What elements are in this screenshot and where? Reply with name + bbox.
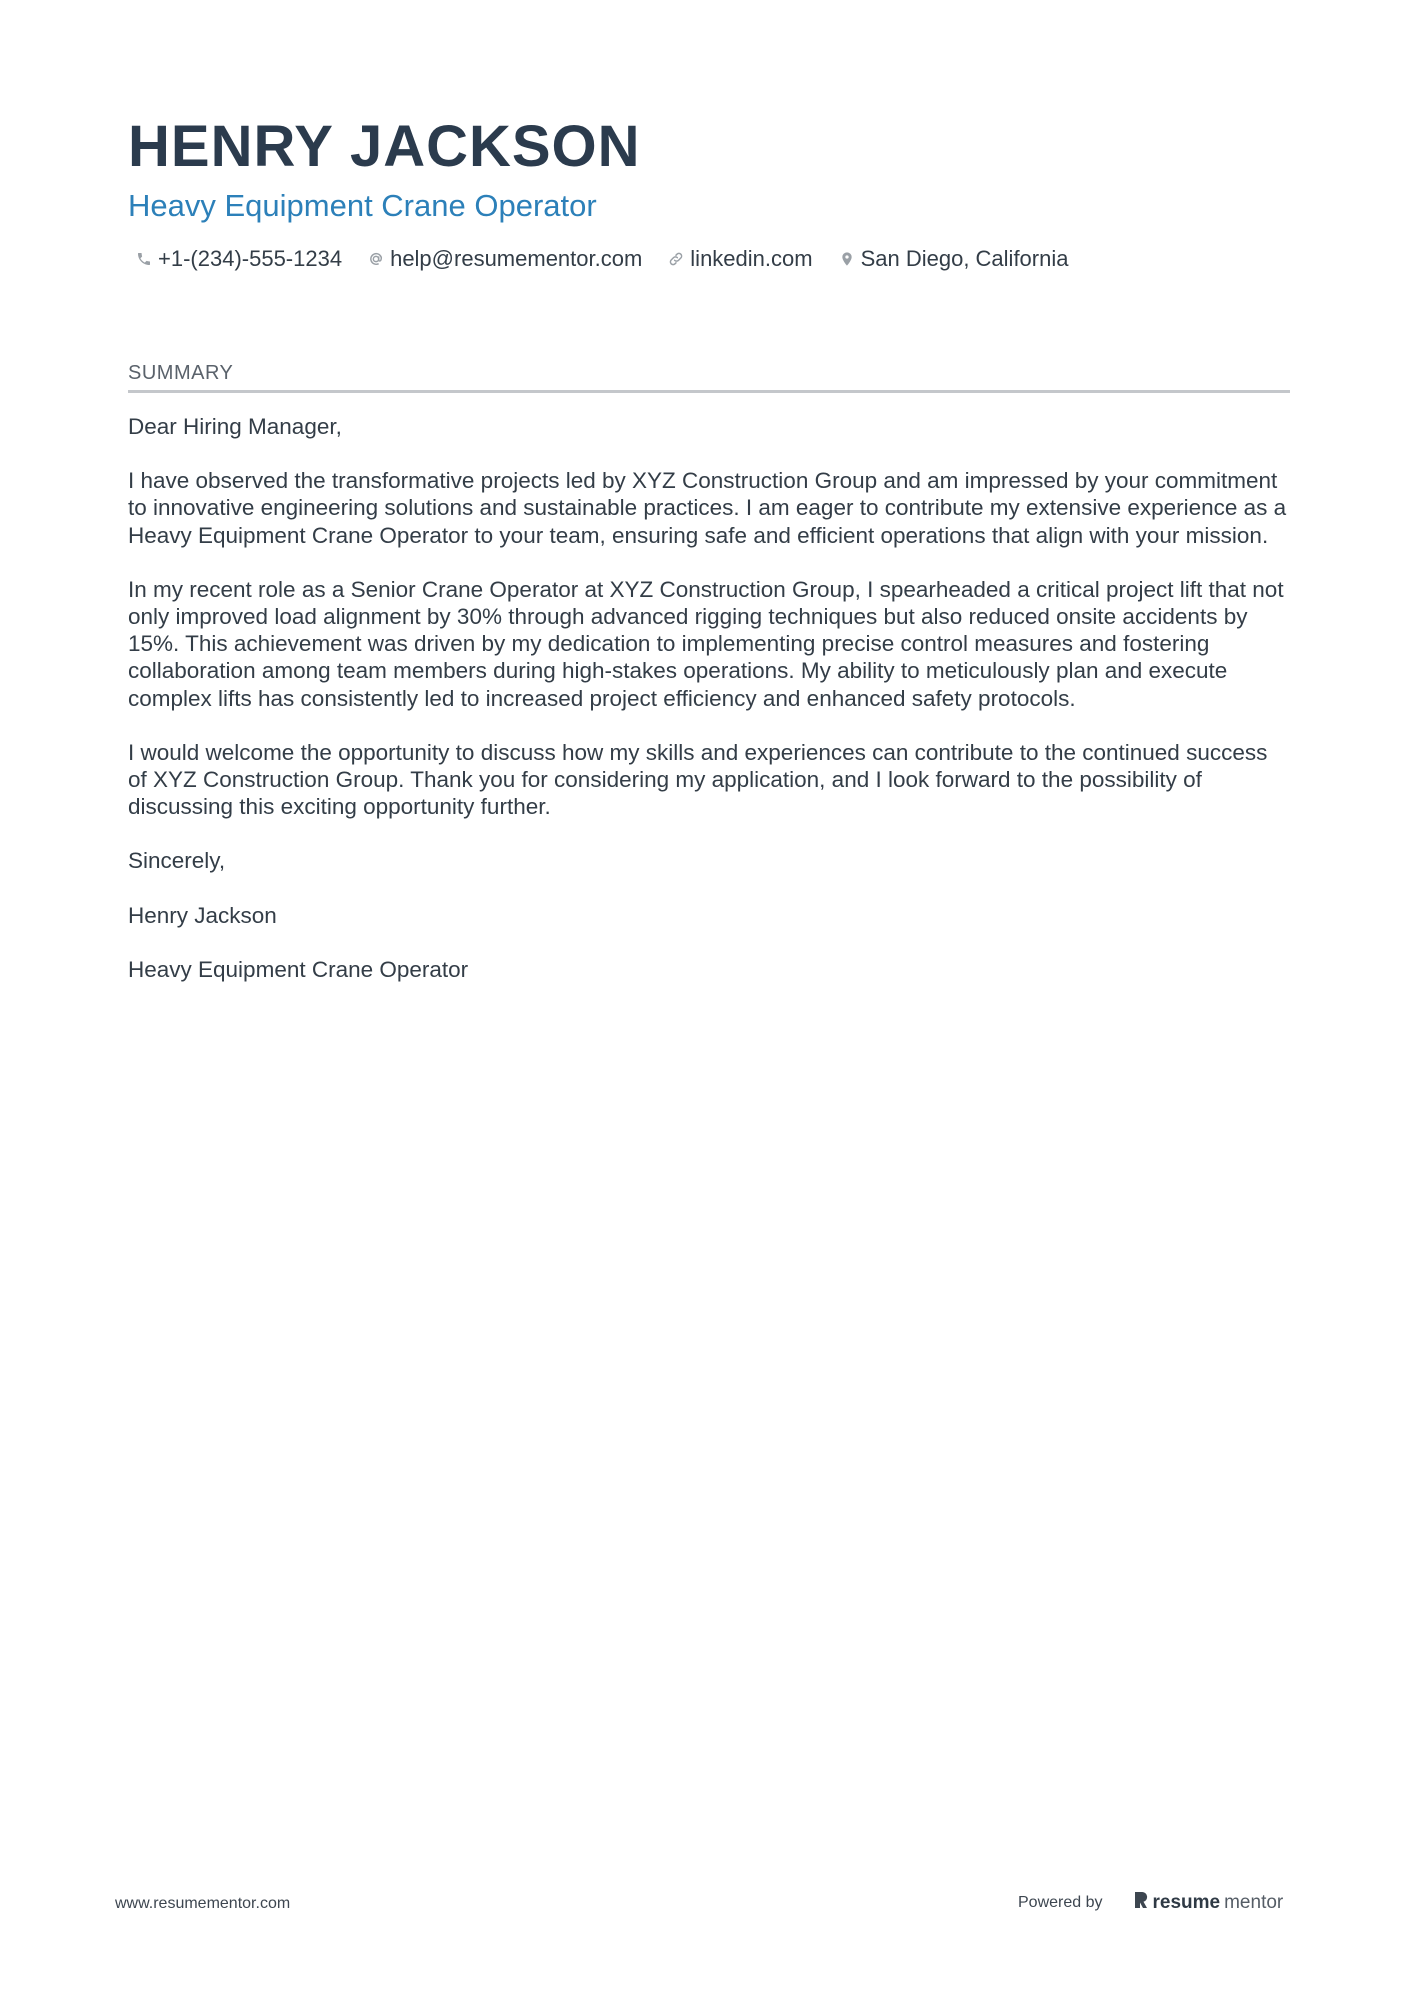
letter-closing: Sincerely, [128, 848, 226, 874]
phone-icon [136, 251, 152, 267]
brand-logo[interactable] [1133, 1890, 1284, 1916]
email-text: help@resumementor.com [390, 246, 643, 271]
section-heading-summary: SUMMARY [128, 360, 1290, 393]
signature-name: Henry Jackson [128, 902, 277, 928]
brand-name-part2: mentor [1224, 1892, 1284, 1913]
contact-linkedin[interactable] [668, 246, 812, 272]
location-text: San Diego, California [860, 246, 1069, 271]
letter-body [128, 413, 1290, 1010]
letter-paragraph: I have observed the transformative projects led by XYZ Construction Group and am impressed by your commitment to innovative engineering solutions and sustainable practices. I am eager to contribute my extensive experience as a Heavy Equipment Crane Operator to your team, ensuring safe and efficient operations that align with your mission. [128, 468, 1287, 548]
map-pin-icon [839, 250, 855, 268]
powered-by-label: Powered by [1018, 1894, 1103, 1911]
linkedin-text: linkedin.com [690, 246, 813, 271]
letter-greeting: Dear Hiring Manager, [128, 414, 342, 439]
contact-email[interactable] [368, 246, 642, 272]
contact-phone[interactable] [136, 246, 342, 272]
contact-location [839, 246, 1069, 272]
candidate-name: HENRY JACKSON [128, 114, 641, 179]
candidate-title: Heavy Equipment Crane Operator [128, 188, 597, 223]
at-sign-icon [368, 251, 384, 267]
phone-text: +1-(234)-555-1234 [158, 246, 343, 271]
brand-name-part1: resume [1152, 1892, 1221, 1913]
letter-paragraph: I would welcome the opportunity to discuss how my skills and experiences can contribute to the continued success of XYZ Construction Group. Thank you for considering my application, and I look forward to the possibility of discussing this exciting opportunity further. [128, 739, 1268, 820]
footer-powered-by [1018, 1890, 1283, 1916]
link-icon [668, 251, 684, 267]
signature-title: Heavy Equipment Crane Operator [128, 956, 469, 982]
resumementor-logo-icon [1133, 1890, 1149, 1916]
contact-bar [136, 246, 1068, 272]
footer-website-link[interactable]: www.resumementor.com [115, 1895, 291, 1912]
letter-paragraph: In my recent role as a Senior Crane Operator at XYZ Construction Group, I spearheaded a critical project lift that not only improved load alignment by 30% through advanced rigging techniques but also reduced onsite accidents by 15%. This achievement was driven by my dedication to implementing precise control measures and fostering collaboration among team members during high-stakes operations. My ability to meticulously plan and execute complex lifts has consistently led to increased project efficiency and enhanced safety protocols. [128, 576, 1284, 711]
